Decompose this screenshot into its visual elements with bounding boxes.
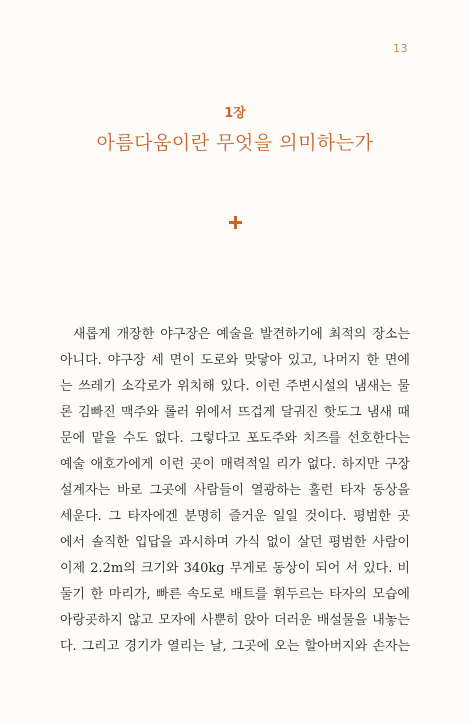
text-line: 다. 그리고 경기가 열리는 날, 그곳에 오는 할아버지와 손자는 xyxy=(60,639,410,654)
text-line: 는 쓰레기 소각로가 위치해 있다. 이런 주변시설의 냄새는 물 xyxy=(60,379,410,394)
chapter-title: 아름다움이란 무엇을 의미하는가 xyxy=(96,132,374,154)
text-line: 이제 2.2m의 크기와 340kg 무게로 동상이 되어 서 있다. 비 xyxy=(60,561,410,576)
text-line: 세운다. 그 타자에겐 분명히 즐거운 일일 것이다. 평범한 곳 xyxy=(60,509,410,524)
text-line: 설계자는 바로 그곳에 사람들이 열광하는 훌런 타자 동상을 xyxy=(60,483,410,498)
text-line: 아니다. 야구장 세 면이 도로와 맞닿아 있고, 나머지 한 면에 xyxy=(60,353,410,368)
text-line: 예술 애호가에게 이런 곳이 매력적일 리가 없다. 하지만 구장 xyxy=(60,457,410,472)
text-line: 문에 맡을 수도 없다. 그렇다고 포도주와 치즈를 선호한다는 xyxy=(60,431,410,446)
body-text xyxy=(60,322,410,660)
page-number: 13 xyxy=(393,42,408,55)
text-line: 에서 솔직한 입답을 과시하며 가식 없이 살던 평범한 사람이 xyxy=(60,535,410,550)
chapter-number: 1장 xyxy=(224,106,246,121)
text-line: 둘기 한 마리가, 빠른 속도로 배트를 휘두르는 타자의 모습에 xyxy=(60,587,410,602)
text-line: 아랑곳하지 않고 모자에 사뿐히 앉아 더러운 배설물을 내놓는 xyxy=(60,613,410,628)
cross-ornament-icon xyxy=(229,216,242,229)
text-line: 새롭게 개장한 야구장은 예술을 발견하기에 최적의 장소는 xyxy=(73,327,410,342)
text-line: 론 김빠진 맥주와 롤러 위에서 뜨겁게 달궈진 핫도그 냄새 때 xyxy=(60,405,410,420)
